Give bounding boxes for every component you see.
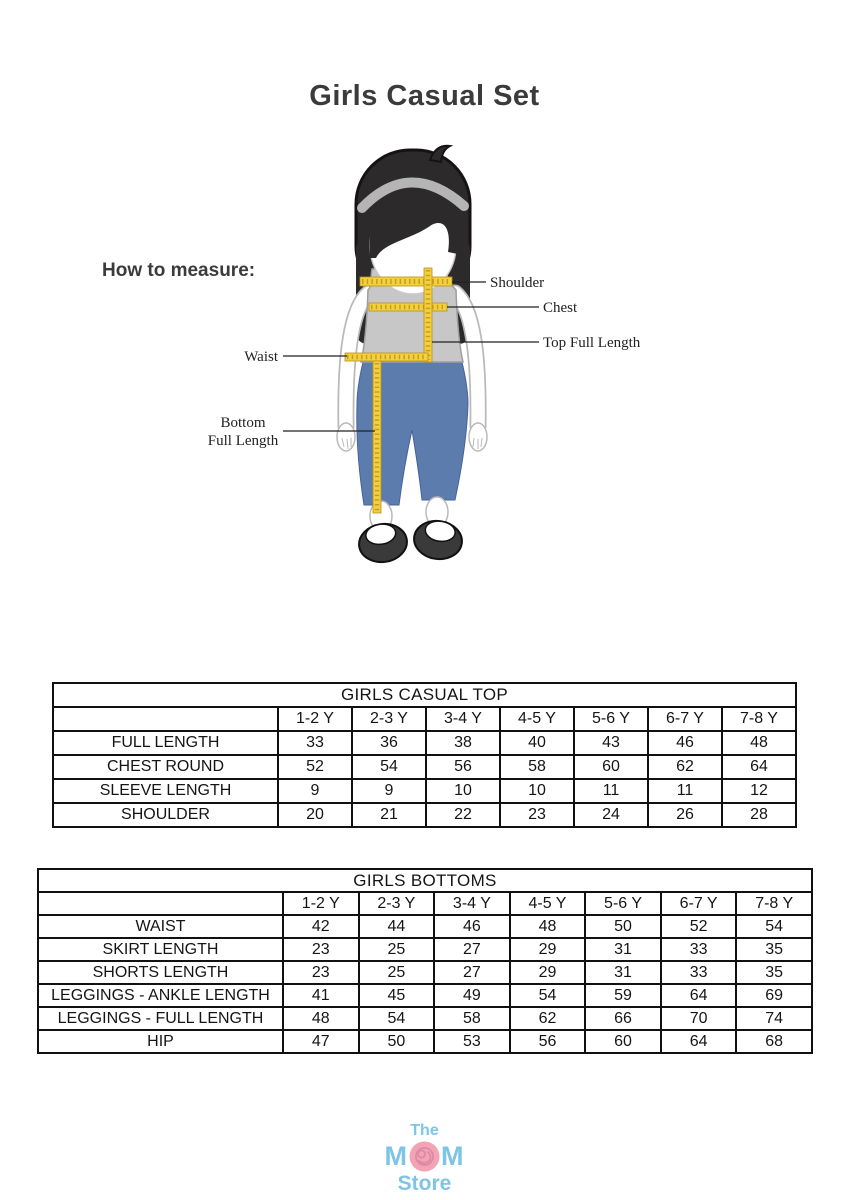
size-header-cell: 7-8 Y (736, 892, 812, 915)
table-row (53, 731, 796, 755)
value-cell: 48 (510, 915, 586, 938)
value-cell: 12 (722, 779, 796, 803)
corner-cell (38, 892, 283, 915)
size-header-cell: 7-8 Y (722, 707, 796, 731)
bottom-full-length-label-line1: Bottom (220, 415, 266, 431)
value-cell: 64 (661, 1030, 737, 1053)
row-label-cell: HIP (38, 1030, 283, 1053)
value-cell: 22 (426, 803, 500, 827)
value-cell: 10 (500, 779, 574, 803)
size-header-cell: 1-2 Y (278, 707, 352, 731)
row-label-cell: SKIRT LENGTH (38, 938, 283, 961)
value-cell: 69 (736, 984, 812, 1007)
value-cell: 40 (500, 731, 574, 755)
value-cell: 28 (722, 803, 796, 827)
girls-bottoms-table (37, 868, 813, 1054)
row-label-cell: CHEST ROUND (53, 755, 278, 779)
logo-mom-row (0, 1140, 849, 1172)
value-cell: 25 (359, 938, 435, 961)
value-cell: 33 (278, 731, 352, 755)
table-title: GIRLS CASUAL TOP (53, 683, 796, 707)
logo-m-left: M (384, 1141, 408, 1171)
value-cell: 25 (359, 961, 435, 984)
row-label-cell: LEGGINGS - ANKLE LENGTH (38, 984, 283, 1007)
value-cell: 52 (661, 915, 737, 938)
value-cell: 21 (352, 803, 426, 827)
size-header-cell: 2-3 Y (352, 707, 426, 731)
size-header-cell: 4-5 Y (500, 707, 574, 731)
value-cell: 54 (352, 755, 426, 779)
table-row (38, 1030, 812, 1053)
logo-the-text: The (410, 1122, 439, 1139)
value-cell: 41 (283, 984, 359, 1007)
table-row (53, 803, 796, 827)
size-header-cell: 4-5 Y (510, 892, 586, 915)
value-cell: 50 (359, 1030, 435, 1053)
value-cell: 64 (661, 984, 737, 1007)
girls-casual-top-table (52, 682, 797, 828)
how-to-measure-label: How to measure: (102, 260, 256, 281)
value-cell: 35 (736, 961, 812, 984)
value-cell: 31 (585, 961, 661, 984)
value-cell: 36 (352, 731, 426, 755)
value-cell: 11 (574, 779, 648, 803)
logo-store-text: Store (397, 1172, 452, 1195)
table-row (53, 779, 796, 803)
value-cell: 62 (648, 755, 722, 779)
row-label-cell: WAIST (38, 915, 283, 938)
value-cell: 33 (661, 938, 737, 961)
value-cell: 60 (585, 1030, 661, 1053)
value-cell: 46 (434, 915, 510, 938)
waist-label: Waist (244, 349, 278, 365)
value-cell: 29 (510, 938, 586, 961)
row-label-cell: FULL LENGTH (53, 731, 278, 755)
value-cell: 9 (352, 779, 426, 803)
size-header-cell: 6-7 Y (648, 707, 722, 731)
row-label-cell: SLEEVE LENGTH (53, 779, 278, 803)
corner-cell (53, 707, 278, 731)
value-cell: 52 (278, 755, 352, 779)
value-cell: 66 (585, 1007, 661, 1030)
value-cell: 23 (283, 961, 359, 984)
value-cell: 70 (661, 1007, 737, 1030)
top-length-tape (424, 268, 432, 362)
value-cell: 27 (434, 938, 510, 961)
table-row (38, 984, 812, 1007)
value-cell: 29 (510, 961, 586, 984)
value-cell: 46 (648, 731, 722, 755)
logo-m-right: M (441, 1141, 465, 1171)
value-cell: 48 (283, 1007, 359, 1030)
value-cell: 74 (736, 1007, 812, 1030)
value-cell: 58 (434, 1007, 510, 1030)
shoulder-label: Shoulder (490, 275, 545, 291)
value-cell: 27 (434, 961, 510, 984)
value-cell: 9 (278, 779, 352, 803)
size-header-cell: 6-7 Y (661, 892, 737, 915)
value-cell: 11 (648, 779, 722, 803)
table-row (38, 1007, 812, 1030)
value-cell: 20 (278, 803, 352, 827)
value-cell: 58 (500, 755, 574, 779)
value-cell: 56 (510, 1030, 586, 1053)
value-cell: 49 (434, 984, 510, 1007)
bottom-full-length-label-line2: Full Length (207, 433, 279, 449)
row-label-cell: LEGGINGS - FULL LENGTH (38, 1007, 283, 1030)
value-cell: 26 (648, 803, 722, 827)
value-cell: 50 (585, 915, 661, 938)
value-cell: 48 (722, 731, 796, 755)
value-cell: 68 (736, 1030, 812, 1053)
value-cell: 62 (510, 1007, 586, 1030)
table-row (38, 961, 812, 984)
size-header-cell: 5-6 Y (574, 707, 648, 731)
value-cell: 56 (426, 755, 500, 779)
value-cell: 24 (574, 803, 648, 827)
chest-label: Chest (543, 300, 578, 316)
value-cell: 59 (585, 984, 661, 1007)
size-header-cell: 2-3 Y (359, 892, 435, 915)
value-cell: 42 (283, 915, 359, 938)
row-label-cell: SHORTS LENGTH (38, 961, 283, 984)
value-cell: 54 (736, 915, 812, 938)
size-header-cell: 3-4 Y (434, 892, 510, 915)
brand-logo (0, 1122, 849, 1195)
table-title: GIRLS BOTTOMS (38, 869, 812, 892)
table-row (38, 938, 812, 961)
value-cell: 23 (500, 803, 574, 827)
value-cell: 53 (434, 1030, 510, 1053)
table-row (38, 915, 812, 938)
row-label-cell: SHOULDER (53, 803, 278, 827)
value-cell: 38 (426, 731, 500, 755)
size-header-cell: 1-2 Y (283, 892, 359, 915)
value-cell: 33 (661, 961, 737, 984)
value-cell: 10 (426, 779, 500, 803)
value-cell: 35 (736, 938, 812, 961)
size-header-cell: 3-4 Y (426, 707, 500, 731)
logo-mom-circle-icon (409, 1141, 440, 1172)
value-cell: 23 (283, 938, 359, 961)
size-header-cell: 5-6 Y (585, 892, 661, 915)
value-cell: 31 (585, 938, 661, 961)
value-cell: 47 (283, 1030, 359, 1053)
table-row (53, 755, 796, 779)
value-cell: 64 (722, 755, 796, 779)
page-title: Girls Casual Set (309, 80, 540, 112)
value-cell: 45 (359, 984, 435, 1007)
value-cell: 54 (510, 984, 586, 1007)
value-cell: 54 (359, 1007, 435, 1030)
value-cell: 44 (359, 915, 435, 938)
value-cell: 60 (574, 755, 648, 779)
value-cell: 43 (574, 731, 648, 755)
top-full-length-label: Top Full Length (543, 335, 641, 351)
